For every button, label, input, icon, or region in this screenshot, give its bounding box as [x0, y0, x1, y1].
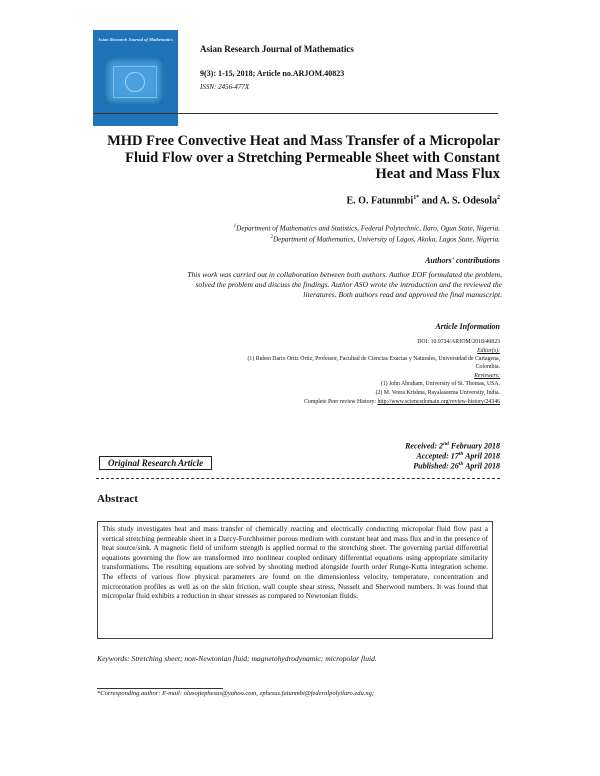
published-date	[413, 461, 500, 471]
contributions-heading: Authors' contributions	[425, 256, 500, 265]
doi: DOI: 10.9734/ARJOM/2018/40823	[417, 339, 500, 345]
affiliation	[234, 224, 500, 232]
author-conjunction: and	[419, 195, 440, 207]
date-label: Accepted: 17	[416, 451, 459, 461]
abstract-heading: Abstract	[97, 493, 138, 505]
accepted-date	[416, 451, 500, 461]
title-line: MHD Free Convective Heat and Mass Transfer of a Micropolar	[107, 133, 500, 149]
reviewer-line: (2) M. Veera Krishna, Rayalaseema University, India.	[375, 390, 500, 396]
author-affil-mark: 2	[497, 195, 500, 201]
section-divider	[96, 478, 500, 481]
article-info-heading: Article Information	[435, 322, 500, 331]
paper-title	[60, 133, 500, 183]
corresponding-author-footnote: *Corresponding author: E-mail: olusojiephesus@yahoo.com, ephesus.fatunmbi@federalpolyilaro.edu.ng;	[97, 690, 375, 697]
affil-number: 1	[233, 224, 237, 229]
contributions-text	[110, 270, 502, 300]
editor-label: Editor(s):	[477, 348, 500, 354]
header-rule	[93, 113, 498, 114]
affil-text: Department of Mathematics and Statistics, Federal Polytechnic, Ilaro, Ogun State, Nigeria.	[236, 224, 500, 233]
author-name: A. S. Odesola	[439, 195, 497, 207]
review-history-link[interactable]: http://www.sciencedomain.org/review-history/24346	[377, 399, 500, 405]
journal-name: Asian Research Journal of Mathematics	[200, 44, 354, 54]
received-date	[405, 441, 500, 451]
date-rest: April 2018	[463, 461, 500, 471]
contrib-line: solved the problem and discuss the findings. Author ASO wrote the introduction and the reviewed the	[195, 280, 502, 289]
contrib-line: This work was carried out in collaboration between both authors. Author EOF formulated the problem,	[187, 270, 502, 279]
cover-graphic	[105, 58, 163, 104]
editor-line: Colombia.	[475, 364, 500, 370]
article-type-badge: Original Research Article	[99, 456, 212, 470]
date-suffix: nd	[443, 441, 449, 447]
date-label: Published: 26	[413, 461, 459, 471]
date-label: Received: 2	[405, 441, 444, 451]
abstract-text: This study investigates heat and mass transfer of chemically reacting and electrically conducting micropolar fluid flow past a vertical stretching permeable sheet in a Darcy-Forchheimer porous medium with constant heat and mass flux and in the presence of heat source/sink. A magnetic field of uniform strength is applied normal to the stretching sheet. The governing partial differential equations governing the flow are transformed into nonlinear coupled ordinary differential equations using appropriate similarity transformations. The resulting equations are solved by shooting method alongside fourth order Runge-Kutta integration scheme. The effects of various flow physical parameters are found on the dimensionless velocity, temperature, concentration and microrotation profiles as well as on the skin friction, wall couple shear stress, Nusselt and Sherwood numbers. It was found that micropolar fluid exhibits a reduction in shear stresses as compared to Newtonian fluids.	[102, 524, 488, 601]
journal-cover-image	[93, 30, 178, 126]
contrib-line: literatures. Both authors read and approved the final manuscript.	[303, 290, 502, 299]
issn: ISSN: 2456-477X	[200, 83, 250, 91]
author-list	[347, 195, 501, 206]
footnote-rule	[97, 688, 223, 689]
title-line: Fluid Flow over a Stretching Permeable Sheet with Constant	[125, 149, 500, 166]
title-line: Heat and Mass Flux	[375, 166, 500, 182]
reviewer-line: (1) John Abraham, University of St. Thomas, USA.	[380, 381, 500, 387]
editor-line: (1) Ruben Dario Ortiz Ortiz, Professor, Facultad de Ciencias Exactas y Naturales, Universidad de Cartagena,	[247, 356, 500, 362]
keywords: Keywords: Stretching sheet; non-Newtonian fluid; magnetohydrodynamic; micropolar fluid.	[97, 654, 377, 663]
date-suffix: th	[458, 461, 464, 467]
abstract-box	[97, 521, 493, 639]
volume-info: 9(3): 1-15, 2018; Article no.ARJOM.40823	[200, 69, 345, 78]
affil-number: 2	[270, 235, 273, 240]
date-suffix: th	[458, 451, 464, 457]
date-rest: April 2018	[463, 451, 500, 461]
author-name: E. O. Fatunmbi	[346, 195, 414, 207]
date-rest: February 2018	[448, 441, 500, 451]
affil-text: Department of Mathematics, University of Lagos, Akoka, Lagos State, Nigeria.	[272, 235, 500, 244]
affiliation	[270, 235, 500, 243]
history-label: Complete Peer review History:	[304, 399, 378, 405]
reviewers-label: Reviewers:	[474, 373, 500, 379]
cover-title: Asian Research Journal of Mathematics	[97, 37, 173, 42]
author-affil-mark: 1*	[413, 195, 420, 201]
peer-review-history	[304, 399, 500, 406]
